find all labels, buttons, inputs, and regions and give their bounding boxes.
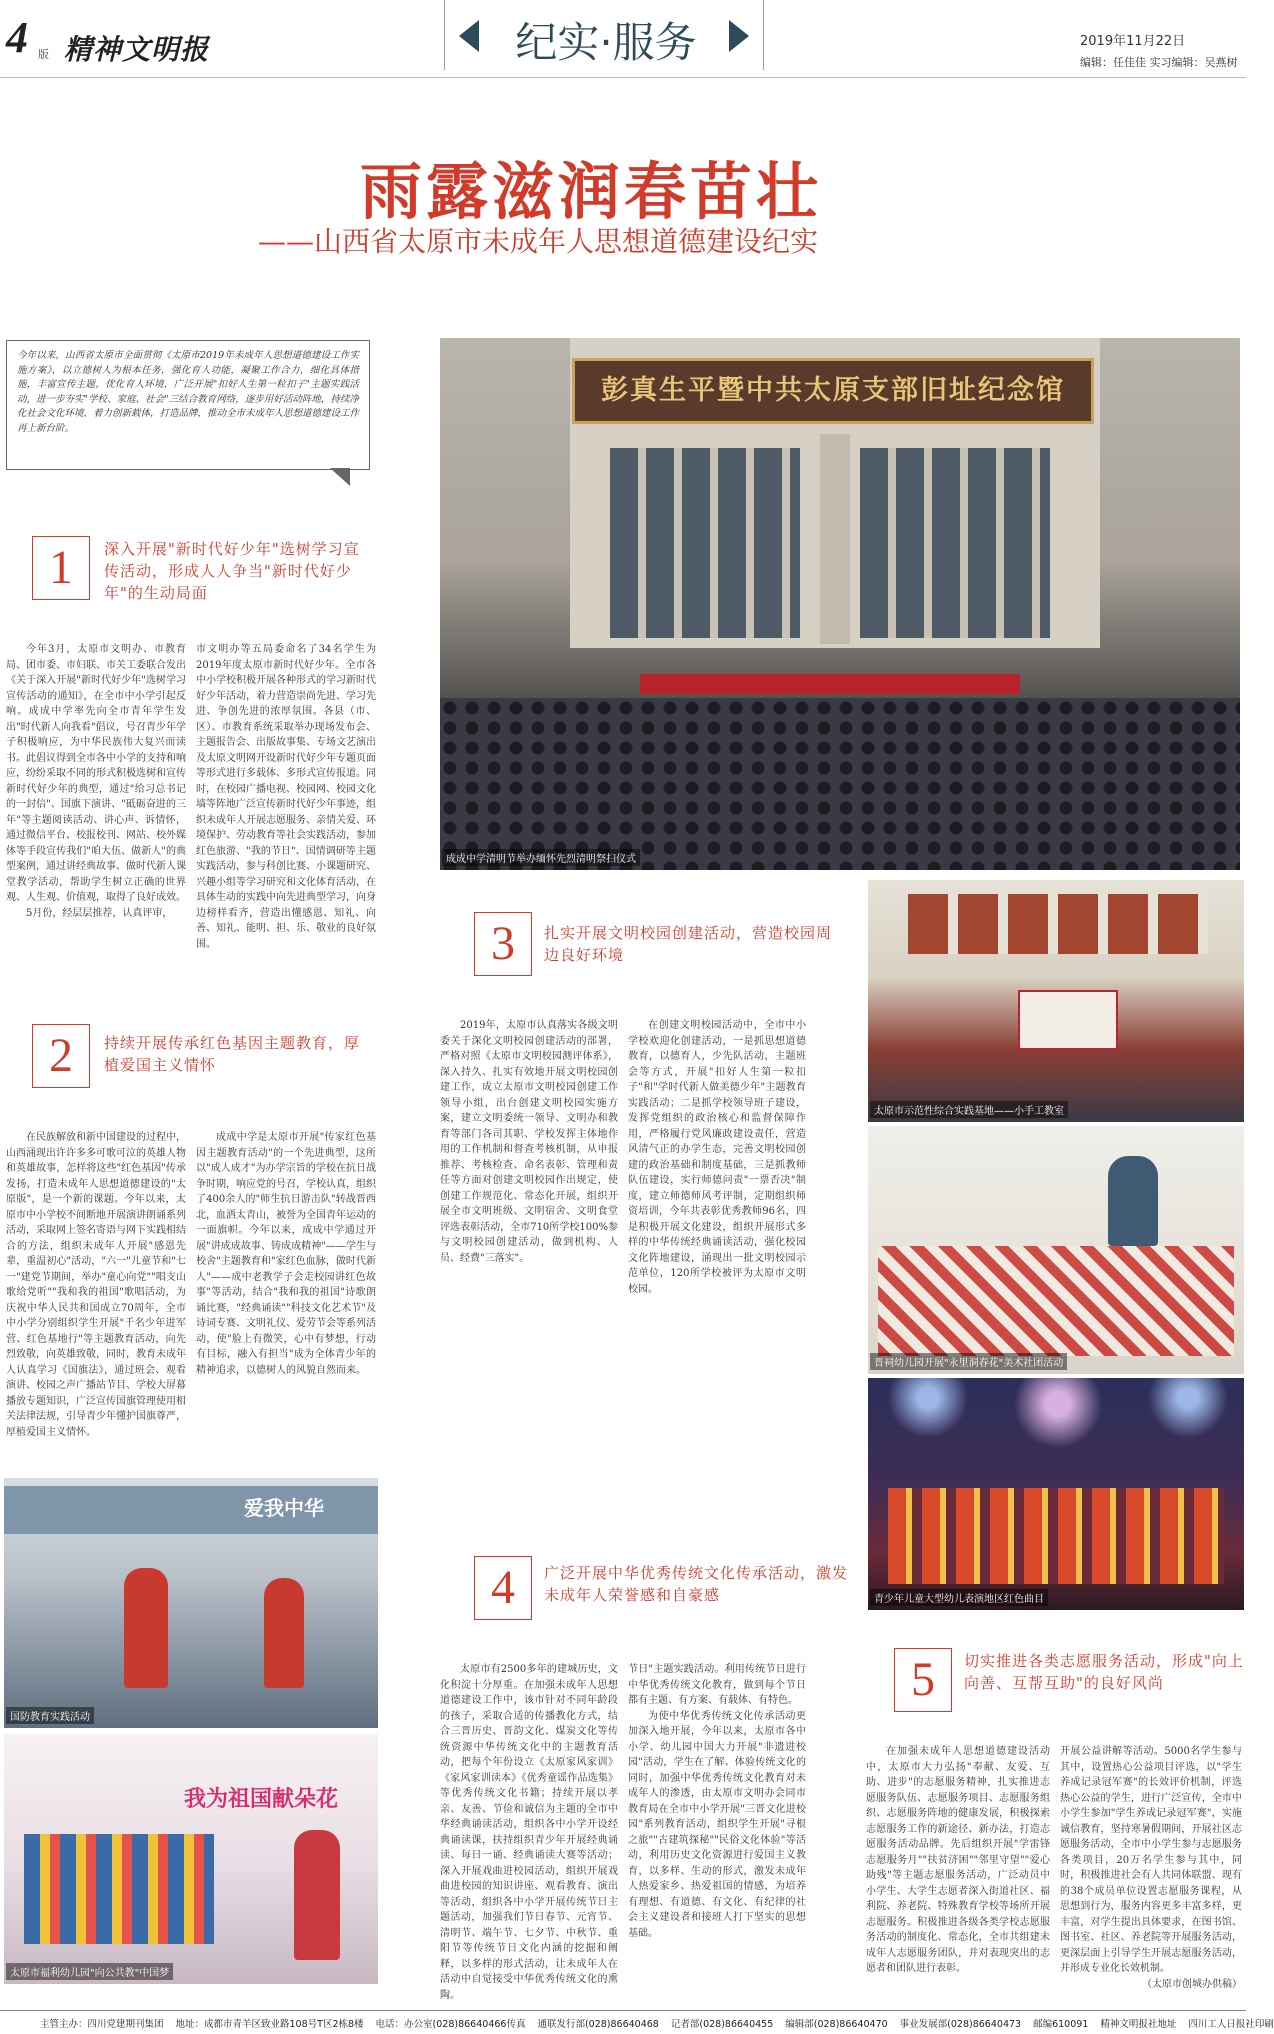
chevron-left-icon — [459, 20, 479, 52]
section-2-title: 持续开展传承红色基因主题教育，厚植爱国主义情怀 — [104, 1034, 361, 1074]
chevron-right-icon — [729, 20, 749, 52]
art-club-photo — [868, 1126, 1244, 1374]
stage-performance-photo — [868, 1378, 1244, 1610]
red-banner — [640, 674, 1020, 694]
paper-cut-display — [1018, 990, 1118, 1050]
section-5-column-2 — [1060, 1744, 1242, 1996]
section-4-column-2 — [628, 1662, 806, 1996]
memorial-photo-caption: 成成中学清明节举办缅怀先烈清明祭扫仪式 — [442, 849, 640, 866]
masthead — [0, 0, 1246, 78]
wall-artwork — [908, 894, 1208, 954]
student-figure — [124, 1568, 168, 1688]
kindergarten-flower-photo — [4, 1734, 378, 1984]
page-suffix: 版 — [38, 48, 49, 61]
footer-item: 事业发展部(028)86640473 — [899, 2018, 1022, 2030]
craft-photo-caption: 太原市示范性综合实践基地——小手工教室 — [870, 1101, 1068, 1118]
section-3-title: 扎实开展文明校园创建活动，营造校园周边良好环境 — [544, 924, 833, 964]
memorial-sign-text: 彭真生平暨中共太原支部旧址纪念馆 — [601, 375, 1065, 406]
section-4-paragraph: 节日"主题实践活动。利用传统节日进行中华优秀传统文化教育，做到每个节日都有主题、有方案、有载体、有特色。 — [628, 1664, 806, 1706]
headline-title: 雨露滋润春苗壮 — [360, 155, 823, 228]
section-2-column-1: 在民族解放和新中国建设的过程中，山西涌现出许许多多可歌可泣的英雄人物和英雄故事，怎样将这些"红色基因"传承发扬，打造未成年人思想道德建设的"太原版"，是一个新的课题。今年以来，太原市中小学校不间断地开展演讲朗诵系列活动，采取网上签名寄语与网下实践相结合的方法，组织未成年人开展"感恩先辈，重温初心"活动，"六一"儿童节和"七一"建党节期间，举办"童心向党""唱支山歌给党听""我和我的祖国"歌唱活动，为庆祝中华人民共和国成立70周年，全市中小学分别组织学生开展"千名少年进军营、红色基地行"等主题教育活动，向先烈致敬，向英雄致敬，同时，教育未成年人认真学习《国旗法》，通过班会、观看演讲、校园之声广播站节目、学校大屏幕播放专题知识，广泛宣传国旗管理使用相关法律法规，引导青少年懂护国旗尊严，厚植爱国主义情怀。 — [6, 1132, 186, 1438]
section-1-paragraph: 今年3月，太原市文明办、市教育局、团市委、市妇联、市关工委联合发出《关于深入开展"新时代好少年"选树学习宣传活动的通知》，在全市中小学引起反响。成成中学率先向全市青年学生发出"时代新人向我看"倡议，号召青少年学子积极响应，为中华民族伟大复兴而读书。此倡议得到全市各中小学的支持和响应，纷纷采取不同的形式积极选树和宣传新时代好少年的典型，通过"给习总书记的一封信"、国旗下演讲、"砥砺奋进的三年"等主题阅读活动、讲心声、诉情怀，通过微信平台、校报校刊、网站、校外媒体等手段宣传我们"咱大伍、做新人"的典型案例，通过讲经典故事、做时代新人课堂教学活动，帮助学生树立正确的世界观、人生观、价值观，取得了良好成效。 — [6, 644, 186, 903]
memorial-pillar — [820, 434, 850, 644]
children-artwork-board — [24, 1834, 214, 1944]
defense-banner-text: 爱我中华 — [244, 1496, 324, 1520]
footer-item: 编辑部(028)86640470 — [785, 2018, 888, 2030]
section-5-credit: （太原市创城办供稿） — [1142, 1978, 1242, 1990]
editor-credits: 编辑：任佳佳 实习编辑：吴燕树 — [1080, 56, 1238, 69]
section-1-paragraph: 5月份，经层层推荐，认真评审， — [26, 907, 173, 919]
section-3-number: 3 — [474, 912, 532, 976]
memorial-windows — [610, 448, 800, 638]
student-figure — [264, 1578, 304, 1688]
flower-photo-caption: 太原市福利幼儿园"向公共教"中国梦 — [6, 1963, 173, 1980]
footer — [0, 2010, 1274, 2034]
section-3-column-2: 在创建文明校园活动中，全市中小学校欢迎化创建活动，一是抓思想道德教育，以德育人，少先队活动，主题班会等方式，开展"扣好人生第一粒扣子"和"学时代新人做美德少年"主题教育实践活动；二是抓学校领导班子建设，发挥党组织的政治核心和监督保障作用，严格履行党风廉政建设责任，营造风清气正的办学生态，完善文明校园创建的政治基础和制度基础，三是抓教师队伍建设，实行师德问责"一票否决"制度，建立师德师风考评制，定期组织师资培训，今年共表彰优秀教师96名，四是积极开展文化建设，组织开展形式多样的中华传统经典诵读活动，强化校园文化阵地建设，涌现出一批文明校园示范单位，120所学校被评为太原市文明校园。 — [628, 1020, 806, 1295]
section-5-column-1: 在加强未成年人思想道德建设活动中，太原市大力弘扬"奉献、友爱、互助、进步"的志愿服务精神，扎实推进志愿服务队伍、志愿服务项目、志愿服务组织、志愿服务阵地的健康发展，积极探索志愿服务工作的新途径、新办法，打造志愿服务活动品牌。先后组织开展"学雷锋志愿服务月""扶贫济困""邻里守望""爱心助残"等主题志愿服务活动，广泛动员中小学生、大学生志愿者深入街道社区、福利院、养老院、特殊教育学校等场所开展志愿服务。积极推进各级各类学校志愿服务活动的制度化、常态化，全市共组建未成年人志愿服务团队，并对表现突出的志愿者和团队进行表彰。 — [866, 1746, 1050, 1974]
section-banner — [444, 0, 764, 70]
section-1-column-2: 市文明办等五局委命名了34名学生为2019年度太原市新时代好少年。全市各中小学校积极开展各种形式的学习新时代好少年活动，着力营造崇尚先进、学习先进、争创先进的浓厚氛围。各县（市、区）、市教育系统采取举办现场发布会、主题报告会、出版故事集、专场文艺演出及太原文明网开设新时代好少年专题页面等形式进行多载体、多形式宣传报道。同时，在校园广播电视、校园网、校园文化墙等阵地广泛宣传新时代好少年事迹，组织未成年人开展志愿服务、亲情关爱、环境保护、劳动教育等社会实践活动，参加红色旅游、"我的节日"、国情调研等主题实践活动，参与科创比赛、小课题研究、兴趣小组等学习研究和文化体育活动，在具体生动的实践中向先进典型学习，向身边榜样看齐，营造出懂感恩、知礼、向善、知礼、能明、担、乐、敬业的良好氛围。 — [196, 644, 376, 950]
section-5-paragraph: 开展公益讲解等活动。5000名学生参与其中，设置热心公益项目评选，以"学生养成记录冠军赛"的长效评价机制，评选热心公益的学生，进行广泛宣传，全市中小学生参加"学生养成记录冠军赛"，实施诚信教育，坚持寒暑假期间，开展社区志愿服务活动，全市中小学生参与志愿服务各类项目，20万名学生参与其中，同时，积极推进社会有人共同体联盟、现有的38个成员单位设置志愿服务课程，从思想到行为，服务内容更多丰富多样，更丰富，对学生提出具体要求，在图书馆、图书室、社区、养老院等开展服务活动，更深层面上引导学生开展志愿服务活动，并形成专业化长效机制。 — [1060, 1746, 1242, 1974]
footer-item: 地址：成都市青羊区致业路108号T区2栋8楼 — [175, 2018, 364, 2030]
intro-text: 今年以来，山西省太原市全面贯彻《太原市2019年未成年人思想道德建设工作实施方案》，以立德树人为根本任务，强化育人功能，凝聚工作合力，细化具体措施，丰富宣传主题，优化育人环境，广泛开展"扣好人生第一粒扣子"主题实践活动，进一步夯实"学校、家庭、社会"三结合教育网络，逐步用好活动阵地，持续净化社会文化环境，着力创新载体，打造品牌，推动全市未成年人思想道德建设工作再上新台阶。 — [17, 350, 360, 434]
performers — [888, 1488, 1224, 1584]
memorial-windows — [860, 448, 1050, 638]
memorial-sign — [572, 358, 1094, 424]
paper-name: 精神文明报 — [64, 33, 210, 66]
footer-item: 电话：办公室(028)86640466传真 — [375, 2018, 526, 2030]
flower-banner-text: 我为祖国献朵花 — [184, 1786, 339, 1812]
footer-item: 记者部(028)86640455 — [670, 2018, 774, 2030]
craft-classroom-photo — [868, 880, 1244, 1122]
intro-box — [6, 340, 370, 470]
footer-item: 精神文明报社地址 — [1100, 2018, 1177, 2030]
art-club-photo-caption: 晋祠幼儿园开展"永里洞春花"美术社团活动 — [870, 1353, 1067, 1370]
section-4-number: 4 — [474, 1556, 532, 1620]
memorial-hall-photo — [440, 338, 1240, 870]
section-4-title: 广泛开展中华优秀传统文化传承活动，激发未成年人荣誉感和自豪感 — [544, 1564, 849, 1604]
issue-date: 2019年11月22日 — [1080, 34, 1186, 49]
section-3-column-1: 2019年，太原市认真落实各级文明委关于深化文明校园创建活动的部署，严格对照《太原市文明校园测评体系》，深入持久、扎实有效地开展文明校园创建工作，成立太原市文明校园创建工作领导小组，出台创建文明校园实施方案，建立文明委统一领导、文明办和教育等部门各司其职、学校发挥主体地作用的工作机制和督查考核机制，从申报推荐、考核检查、命名表彰、管理和责任等方面对创建文明校园作出规定，使创建工作规范化、常态化开展，组织开展全市文明班级、文明宿舍、文明食堂评选表彰活动，全市710所学校100%参与文明校园创建活动，做到机构、人员、经费"三落实"。 — [440, 1020, 618, 1264]
footer-item: 通联发行部(028)86640468 — [537, 2018, 659, 2030]
crowd — [440, 698, 1240, 870]
footer-item: 邮编610091 — [1033, 2018, 1089, 2030]
section-1-number: 1 — [32, 536, 90, 600]
defense-education-photo — [4, 1478, 378, 1728]
section-5-title: 切实推进各类志愿服务活动，形成"向上向善、互帮互助"的良好风尚 — [964, 1652, 1244, 1692]
section-1-column-1 — [6, 642, 186, 970]
section-4-column-1: 太原市有2500多年的建城历史，文化积淀十分厚重。在加强未成年人思想道德建设工作中，该市针对不同年龄段的孩子，采取合适的传播教化方式，结合三晋历史、晋韵文化、煤炭文化等传统资源中华传统文化中的主题教育活动，把每个年份设立《太原家风家训》《家风家训读本》《优秀童谣作品选集》等优秀传统文化书籍；持续开展以孝亲、友善、节俭和诚信为主题的全市中华经典诵读活动，组织各中小学开设经典诵读课，扶持组织青少年开展经典诵读、每日一诵、经典诵读大赛等活动；深入开展戏曲进校园活动，组织开展戏曲进校园的知识讲座、观看教育、演出等活动，组织各中小学开展传统节日主题活动，加强我们节日春节、元宵节、清明节、端午节、七夕节、中秋节、重阳节等传统节日文化内涵的挖掘和阐释，以多样的形式活动，让未成年人在活动中自觉接受中华优秀传统文化的熏陶。 — [440, 1664, 618, 2001]
page-number: 4 — [6, 13, 28, 62]
teacher-figure — [1108, 1156, 1158, 1246]
intro-arrow-icon — [330, 468, 350, 486]
section-2-column-2: 成成中学是太原市开展"传家红色基因主题教育活动"的一个先进典型，这所以"成人成才"为办学宗旨的学校在抗日战争时期，响应党的号召，学校认真，组织了400余人的"师生抗日游击队"转战晋西北，血洒太青山，被誉为全国青年运动的一面旗帜。今年以来，成成中学通过开展"讲成成故事、铸成成精神"——学生与校舍"主题教育和"家红色血脉，做时代新人"——成中老教学子会走校园讲红色故事"等活动，结合"我和我的祖国"诗歌朗诵比赛，"经典诵读""科技文化艺术节"及诗词专赛、文明礼仪、爱劳节会等系列活动，使"脸上有微笑，心中有梦想，行动有目标，融入有担当"成为全体青少年的精神追求，以德树人的风貌自然而来。 — [196, 1132, 376, 1376]
section-name: 纪实·服务 — [515, 18, 697, 67]
section-5-number: 5 — [894, 1648, 952, 1712]
teacher-figure — [294, 1830, 340, 1960]
section-2-number: 2 — [32, 1024, 90, 1088]
defense-photo-caption: 国防教育实践活动 — [6, 1707, 94, 1724]
section-1-title: 深入开展"新时代好少年"选树学习宣传活动，形成人人争当"新时代好少年"的生动局面 — [104, 540, 360, 602]
footer-item: 四川工人日报社印刷 — [1188, 2018, 1274, 2030]
footer-item: 主管主办：四川党建期刊集团 — [40, 2018, 164, 2030]
headline-subtitle: ——山西省太原市未成年人思想道德建设纪实 — [258, 225, 819, 258]
paper-art-table — [878, 1246, 1234, 1356]
stage-lights — [868, 1378, 1244, 1458]
section-4-paragraph: 为使中华优秀传统文化传承活动更加深入地开展，今年以来，太原市各中小学、幼儿园中国大力开展"非遗进校园"活动，学生在了解、体验传统文化的同时，加强中华优秀传统文化教育对未成年人的渗透，由太原市文明办会同市教育局在全市中小学开展"三晋文化进校园"系列教育活动，组织学生开展"寻根之旅""古建筑探秘""民俗文化体验"等活动，利用历史文化资源进行爱国主义教育，以多样、生动的形式，激发未成年人热爱家乡、热爱祖国的情感，为培养有理想、有道德、有文化、有纪律的社会主义建设者和接班人打下坚实的思想基础。 — [628, 1710, 806, 1939]
performance-photo-caption: 青少年儿童大型幼儿表演地区红色曲目 — [870, 1589, 1048, 1606]
